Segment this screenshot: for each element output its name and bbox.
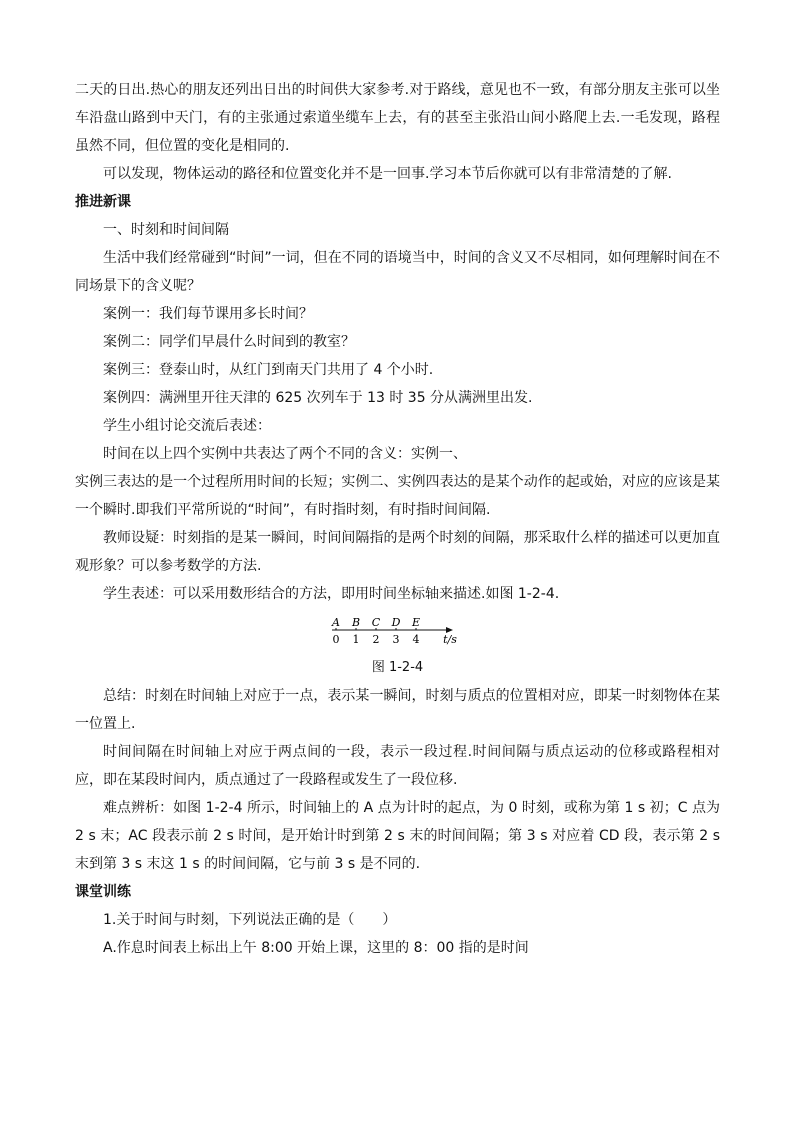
time-axis-diagram (328, 614, 468, 650)
point-label-d: D (391, 616, 400, 629)
paragraph-difficulty: 难点辨析：如图 1-2-4 所示，时间轴上的 A 点为计时的起点，为 0 时刻，或称为第 1 s 初；C 点为 2 s 末；AC 段表示前 2 s 时间，是开始计时到第 2 s 末的时间间隔；第 3 s 对应着 CD 段，表示第 2 s 末到第 3 s 末这 1 s 的时间间隔，它与前 3 s 是不同的. (75, 800, 720, 872)
case-two: 案例二：同学们早晨什么时间到的教室？ (103, 334, 355, 350)
paragraph-meaning-line1: 时间在以上四个实例中共表达了两个不同的含义：实例一、 (103, 446, 467, 462)
paragraph-question: 生活中我们经常碰到“时间”一词，但在不同的语境当中，时间的含义又不尽相同，如何理解时间在不同场景下的含义呢？ (75, 250, 720, 294)
paragraph-discovery: 可以发现，物体运动的路径和位置变化并不是一回事.学习本节后你就可以有非常清楚的了解. (103, 166, 672, 182)
figure-caption: 图 1-2-4 (371, 660, 424, 675)
point-label-e: E (411, 616, 420, 629)
paragraph-summary: 总结：时刻在时间轴上对应于一点，表示某一瞬间，时刻与质点的位置相对应，即某一时刻物体在某一位置上. (75, 688, 720, 732)
question-one: 1.关于时间与时刻，下列说法正确的是（ ） (103, 912, 397, 928)
paragraph-meaning-line2: 实例三表达的是一个过程所用时间的长短；实例二、实例四表达的是某个动作的起或始，对应的应该是某一个瞬时.即我们平常所说的“时间”，有时指时刻，有时指时间间隔. (75, 474, 720, 518)
paragraph-student-discussion: 学生小组讨论交流后表述： (103, 418, 271, 434)
section-heading-new-lesson: 推进新课 (75, 194, 131, 210)
case-three: 案例三：登泰山时，从红门到南天门共用了 4 个小时. (103, 362, 434, 378)
tick-label-2: 2 (372, 633, 379, 646)
paragraph-intro: 二天的日出.热心的朋友还列出日出的时间供大家参考.对于路线，意见也不一致，有部分朋友主张可以坐车沿盘山路到中天门，有的主张通过索道坐缆车上去，有的甚至主张沿山间小路爬上去.一毛发现，路程虽然不同，但位置的变化是相同的. (75, 82, 720, 154)
axis-unit-label: t/s (442, 633, 457, 646)
subsection-heading-time: 一、时刻和时间间隔 (103, 222, 229, 238)
paragraph-student-answer: 学生表述：可以采用数形结合的方法，即用时间坐标轴来描述.如图 1-2-4. (103, 586, 560, 602)
section-heading-practice: 课堂训练 (75, 884, 131, 900)
tick-label-3: 3 (392, 633, 399, 646)
question-one-option-a: A.作息时间表上标出上午 8:00 开始上课，这里的 8：00 指的是时间 (103, 940, 529, 956)
point-label-c: C (371, 616, 380, 629)
tick-label-0: 0 (332, 633, 339, 646)
paragraph-teacher-question: 教师设疑：时刻指的是某一瞬间，时间间隔指的是两个时刻的间隔，那采取什么样的描述可以更加直观形象？可以参考数学的方法. (75, 530, 720, 574)
case-four: 案例四：满洲里开往天津的 625 次列车于 13 时 35 分从满洲里出发. (103, 390, 533, 406)
tick-label-4: 4 (412, 633, 419, 646)
case-one: 案例一：我们每节课用多长时间？ (103, 306, 313, 322)
point-label-b: B (351, 616, 360, 629)
paragraph-interval: 时间间隔在时间轴上对应于两点间的一段，表示一段过程.时间间隔与质点运动的位移或路程相对应，即在某段时间内，质点通过了一段路程或发生了一段位移. (75, 744, 720, 788)
document-body (75, 76, 720, 962)
tick-label-1: 1 (352, 633, 359, 646)
point-label-a: A (331, 616, 340, 629)
time-axis-figure (75, 614, 720, 682)
